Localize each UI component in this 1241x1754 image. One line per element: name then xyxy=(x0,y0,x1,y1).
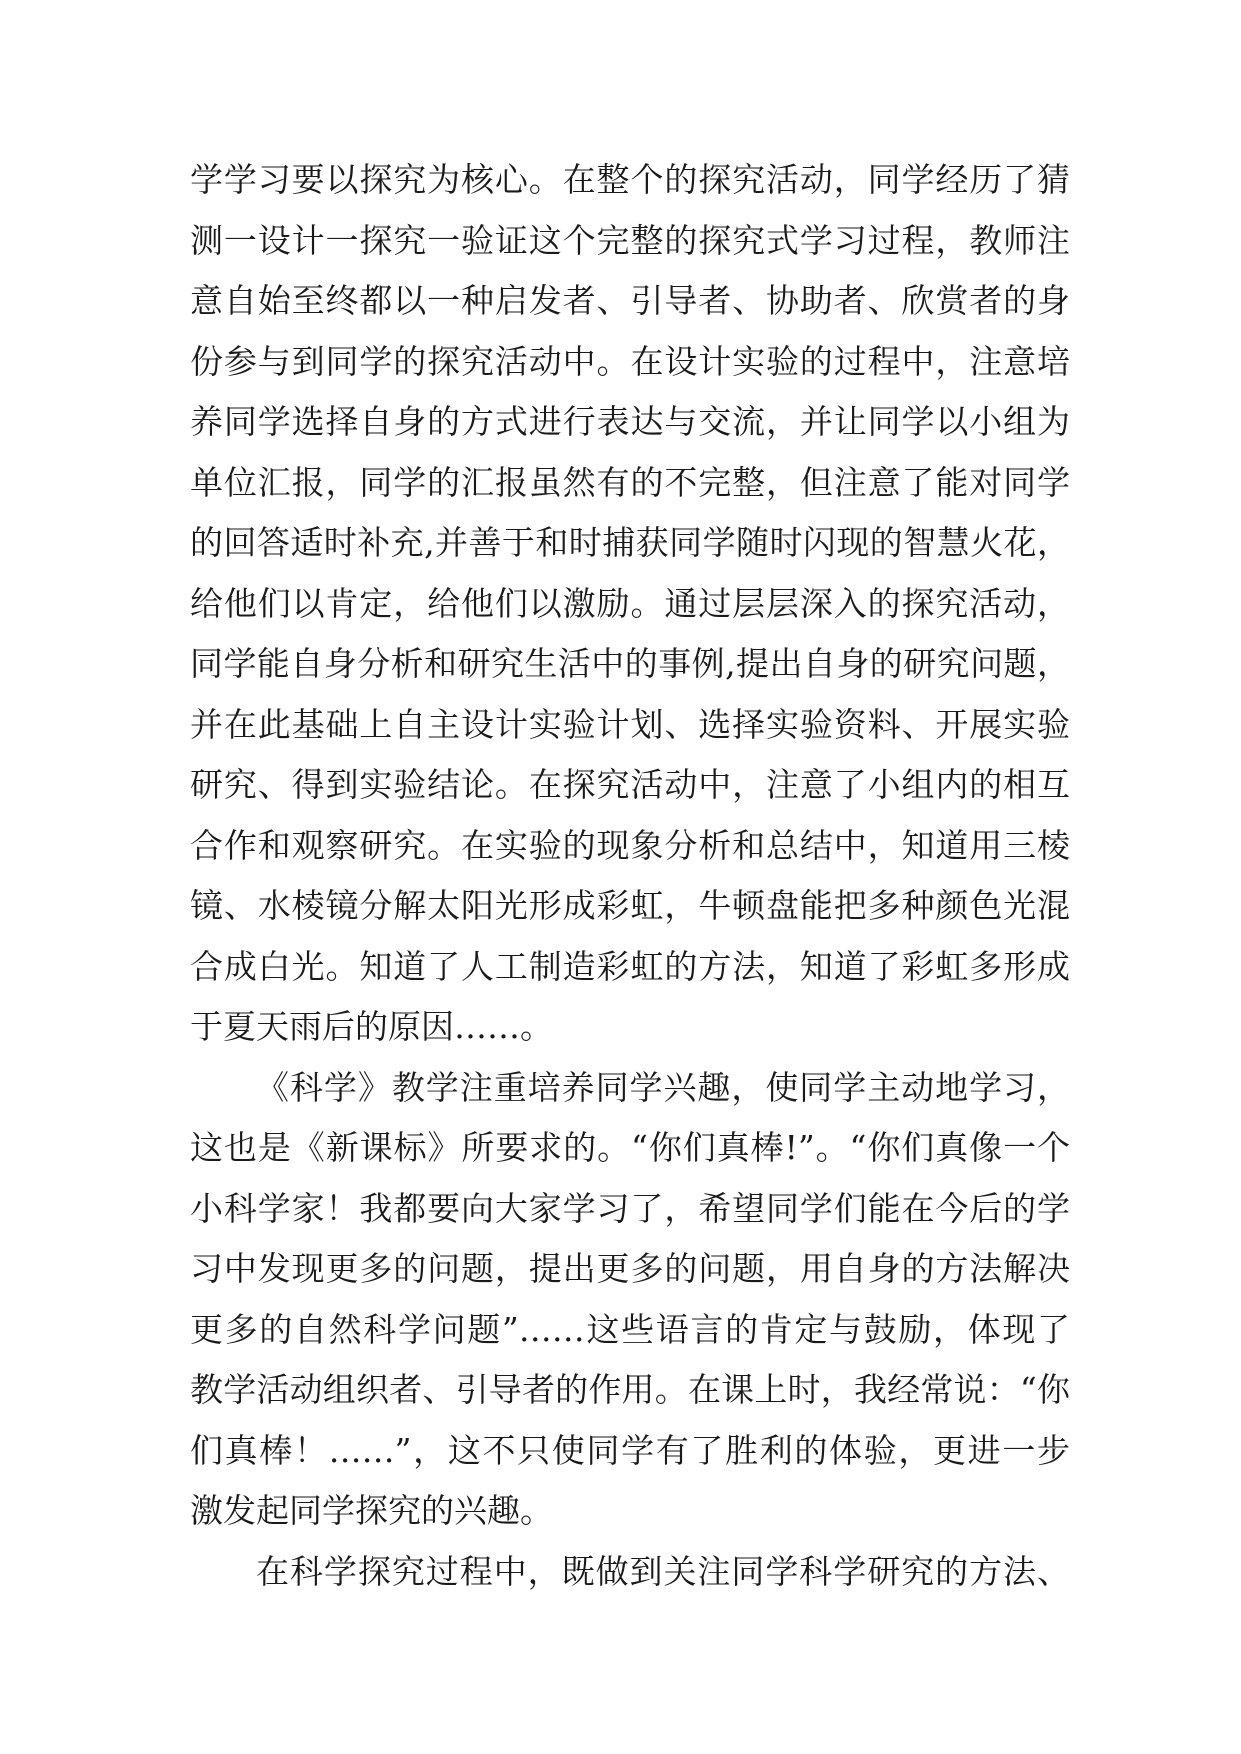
text-line: 同学能自身分析和研究生活中的事例,提出自身的研究问题， xyxy=(190,644,1070,683)
text-line: 给他们以肯定，给他们以激励。通过层层深入的探究活动， xyxy=(190,583,1070,623)
text-line: 研究、得到实验结论。在探究活动中，注意了小组内的相互 xyxy=(190,765,1070,804)
paragraph-2 xyxy=(190,1058,1070,1542)
document-body xyxy=(190,150,1070,1602)
text-line: 养同学选择自身的方式进行表达与交流，并让同学以小组为 xyxy=(190,402,1070,441)
text-line: 《科学》教学注重培养同学兴趣，使同学主动地学习， xyxy=(256,1067,1070,1107)
text-line: 们真棒！……”，这不只使同学有了胜利的体验，更进一步 xyxy=(190,1430,1070,1470)
text-line: 份参与到同学的探究活动中。在设计实验的过程中，注意培 xyxy=(190,341,1070,381)
text-line: 这也是《新课标》所要求的。“你们真棒!”。“你们真像一个 xyxy=(190,1128,1070,1167)
text-line: 镜、水棱镜分解太阳光形成彩虹，牛顿盘能把多种颜色光混 xyxy=(190,886,1070,925)
text-line: 合作和观察研究。在实验的现象分析和总结中，知道用三棱 xyxy=(190,825,1070,865)
text-line: 的回答适时补充,并善于和时捕获同学随时闪现的智慧火花， xyxy=(190,523,1070,562)
paragraph-3 xyxy=(190,1542,1070,1603)
text-line: 教学活动组织者、引导者的作用。在课上时，我经常说：“你 xyxy=(190,1370,1070,1409)
text-line: 激发起同学探究的兴趣。 xyxy=(190,1491,553,1530)
text-line: 测一设计一探究一验证这个完整的探究式学习过程，教师注 xyxy=(190,220,1070,260)
text-line: 意自始至终都以一种启发者、引导者、协助者、欣赏者的身 xyxy=(190,281,1070,320)
text-line: 习中发现更多的问题，提出更多的问题，用自身的方法解决 xyxy=(190,1249,1070,1288)
text-line: 在科学探究过程中，既做到关注同学科学研究的方法、 xyxy=(256,1551,1070,1591)
text-line: 学学习要以探究为核心。在整个的探究活动，同学经历了猜 xyxy=(190,160,1070,199)
text-line: 更多的自然科学问题”……这些语言的肯定与鼓励，体现了 xyxy=(190,1309,1070,1349)
text-line: 单位汇报，同学的汇报虽然有的不完整，但注意了能对同学 xyxy=(190,462,1070,502)
text-line: 于夏天雨后的原因……。 xyxy=(190,1007,553,1046)
text-line: 并在此基础上自主设计实验计划、选择实验资料、开展实验 xyxy=(190,704,1070,744)
paragraph-1 xyxy=(190,150,1070,1058)
text-line: 合成白光。知道了人工制造彩虹的方法，知道了彩虹多形成 xyxy=(190,946,1070,986)
text-line: 小科学家！我都要向大家学习了，希望同学们能在今后的学 xyxy=(190,1188,1070,1228)
